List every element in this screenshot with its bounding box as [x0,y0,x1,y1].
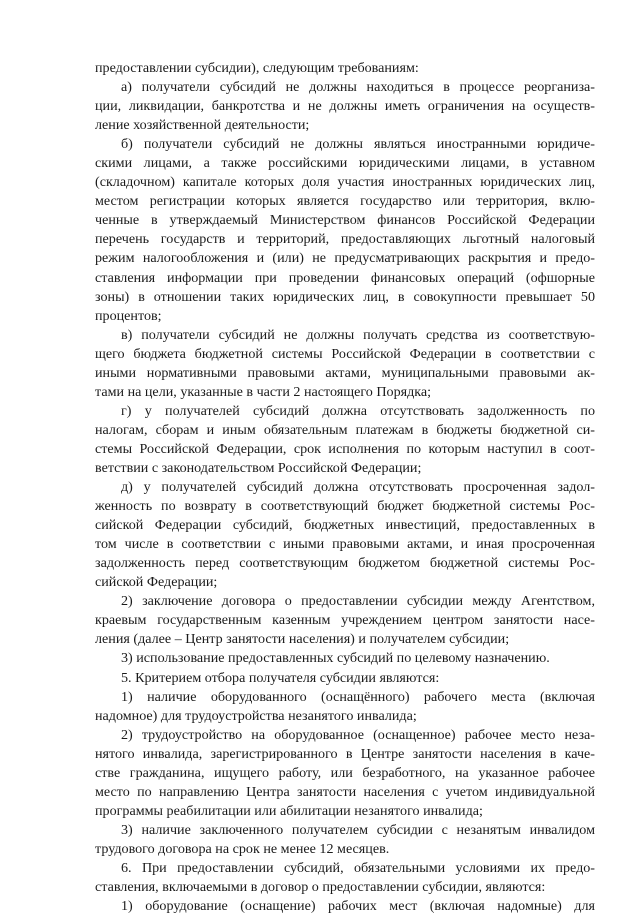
text-line: скими лицами, а также российскими юридическими лицами, в уставном [95,155,595,172]
text-line: сийской Федерации; [95,574,218,591]
text-line: сийской Федерации субсидий, бюджетных инвестиций, предоставленных в [95,517,595,534]
text-line: в) получатели субсидий не должны получать средства из соответствую- [121,326,595,343]
text-line: ветствии с законодательством Российской Федерации; [95,459,422,476]
text-line: ставления, включаемыми в договор о предоставлении субсидии, являются: [95,879,546,896]
text-line: ставления информации при проведении финансовых операций (офшорные [95,269,595,286]
text-line: перечень государств и территорий, предоставляющих льготный налоговый [95,231,595,248]
text-line: ции, ликвидации, банкротства и не должны иметь ограничения на осуществ- [95,98,595,115]
text-line: 1) наличие оборудованного (оснащённого) рабочего места (включая [121,688,595,705]
text-line: а) получатели субсидий не должны находиться в процессе реорганиза- [121,79,595,96]
text-line: тами на цели, указанные в части 2 настоящего Порядка; [95,383,432,400]
text-line: 2) трудоустройство на оборудованное (оснащенное) рабочее место неза- [121,726,595,743]
text-line: том числе в соответствии с иными правовыми актами, и иная просроченная [95,536,595,553]
text-line: процентов; [95,307,162,324]
text-line: 3) использование предоставленных субсидий по целевому назначению. [121,650,550,667]
text-line: краевым государственным казенным учреждением центром занятости насе- [95,612,595,629]
text-line: налогам, сборам и иным обязательным платежам в бюджеты бюджетной си- [95,421,595,438]
text-line: место по направлению Центра занятости населения с учетом индивидуальной [95,783,595,800]
text-line: предоставлении субсидии), следующим требованиям: [95,60,419,76]
text-line: надомное) для трудоустройства незанятого инвалида; [95,707,417,724]
text-line: режим налогообложения и (или) не предусматривающих раскрытия и предо- [95,250,595,267]
text-line: задолженность перед соответствующим бюджетом бюджетной системы Рос- [95,555,595,572]
text-line: 2) заключение договора о предоставлении субсидии между Агентством, [121,593,595,610]
text-line: иными нормативными правовыми актами, муниципальными правовыми ак- [95,364,595,381]
text-line: ление хозяйственной деятельности; [95,117,310,134]
text-line: 6. При предоставлении субсидий, обязательными условиями их предо- [121,859,595,876]
text-line: трудового договора на срок не менее 12 месяцев. [95,840,390,857]
text-line: б) получатели субсидий не должны являться иностранными юридиче- [121,136,595,153]
text-line: ления (далее – Центр занятости населения) и получателем субсидии; [95,631,510,648]
text-line: (складочном) капитале которых доля участия иностранных юридических лиц, [95,174,595,191]
text-line: нятого инвалида, зарегистрированного в Центре занятости населения в каче- [95,745,595,762]
text-line: д) у получателей субсидий должна отсутствовать просроченная задол- [121,479,595,496]
document-body [95,59,595,916]
text-line: местом регистрации которых является государство или территория, вклю- [95,193,595,210]
text-line: 1) оборудование (оснащение) рабочих мест (включая надомные) для [121,898,595,915]
text-line: зоны) в отношении таких юридических лиц, в совокупности превышает 50 [95,288,595,305]
text-line: ченные в утверждаемый Министерством финансов Российской Федерации [95,212,595,229]
text-line: щего бюджета бюджетной системы Российской Федерации в соответствии с [95,345,595,362]
text-line: 3) наличие заключенного получателем субсидии с незанятым инвалидом [121,821,595,838]
text-line: стве гражданина, ищущего работу, или безработного, на указанное рабочее [95,764,595,781]
text-line: программы реабилитации или абилитации незанятого инвалида; [95,802,483,819]
text-line: женность по возврату в соответствующий бюджет бюджетной системы Рос- [95,498,595,515]
text-line: стемы Российской Федерации, срок исполнения по которым наступил в соот- [95,440,595,457]
text-line: 5. Критерием отбора получателя субсидии являются: [121,669,440,686]
text-line: г) у получателей субсидий должна отсутствовать задолженность по [121,402,595,419]
